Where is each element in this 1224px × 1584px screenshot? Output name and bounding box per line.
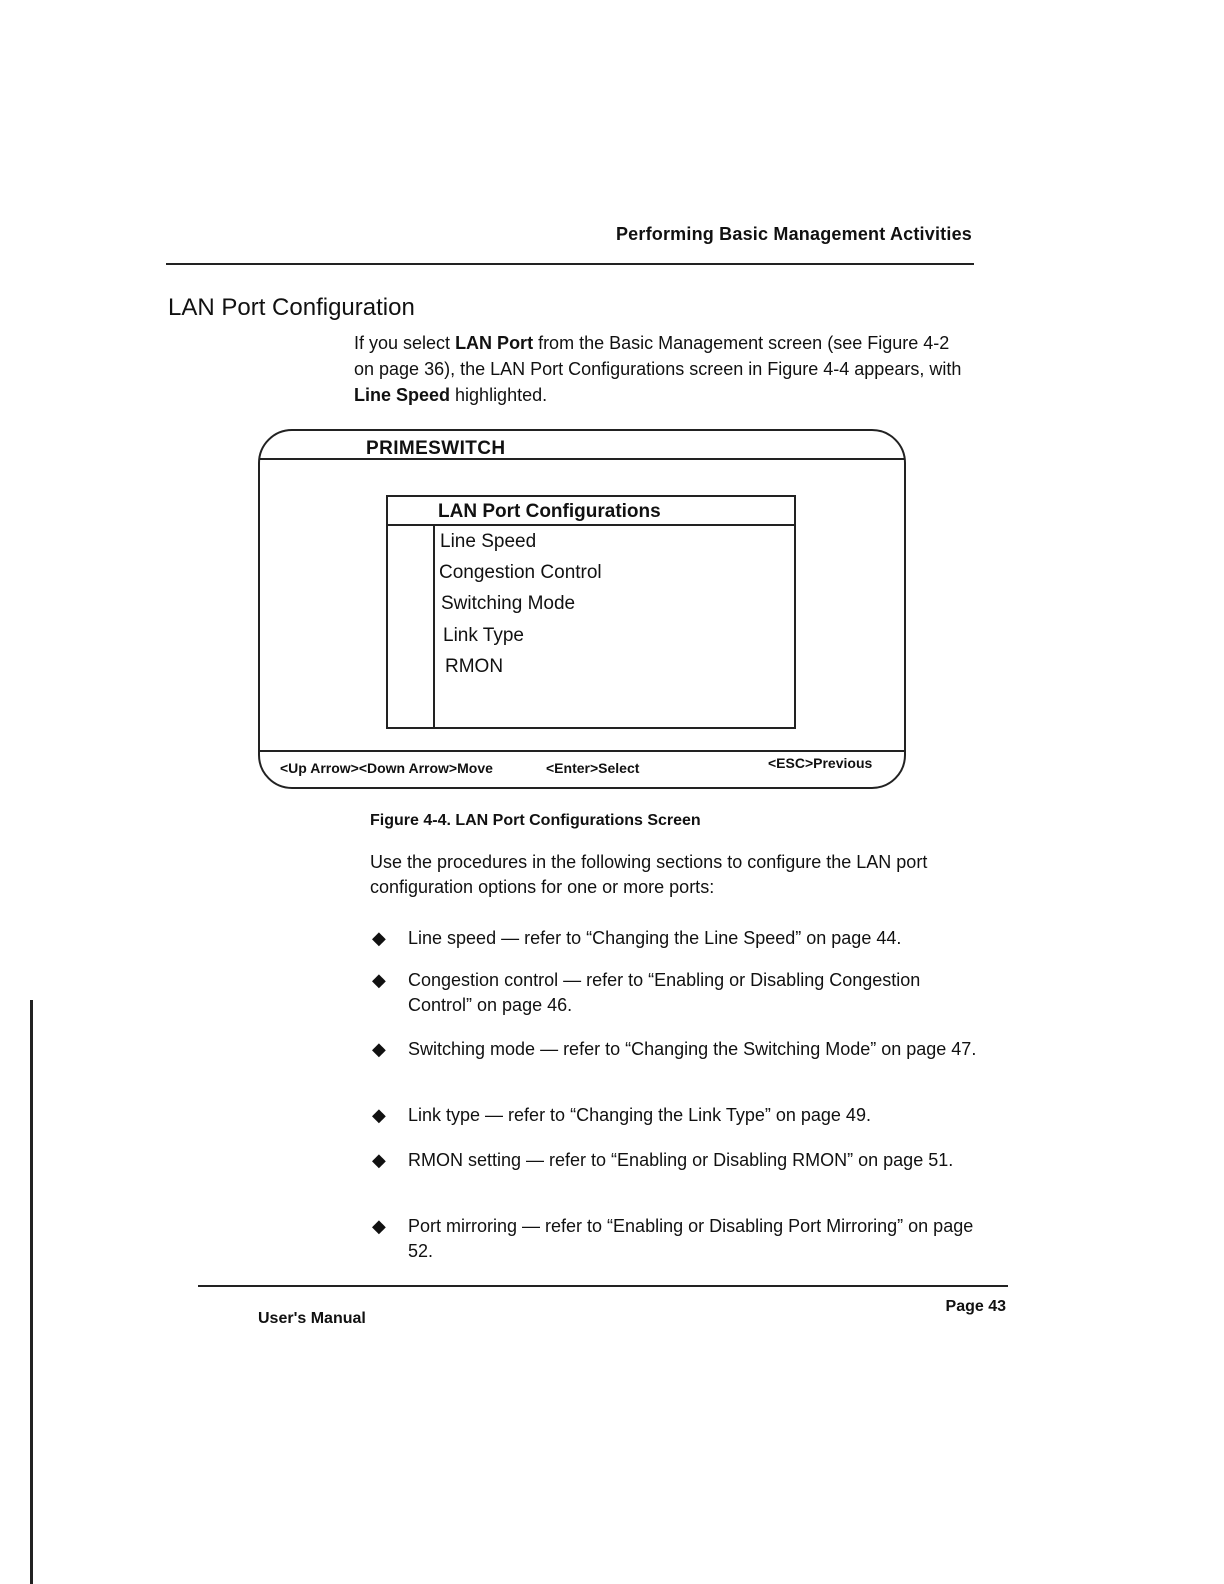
intro-text-3: highlighted. (450, 385, 548, 405)
footer-rule (198, 1285, 1008, 1287)
status-bar-divider (260, 750, 904, 752)
intro-text-1: If you select (354, 333, 456, 353)
menu-item-link-type[interactable]: Link Type (443, 625, 524, 646)
status-select-hint: <Enter>Select (546, 760, 640, 776)
footer-page-number: Page 43 (945, 1298, 1006, 1315)
menu-title: LAN Port Configurations (438, 501, 661, 522)
diamond-bullet-icon: ◆ (372, 928, 386, 948)
diamond-bullet-icon: ◆ (372, 1039, 386, 1059)
menu-selection-column (433, 526, 435, 728)
list-item-text: Line speed — refer to “Changing the Line Speed” on page 44. (408, 928, 902, 948)
list-item-text: Congestion control — refer to “Enabling or Disabling Congestion Control” on page 46. (408, 970, 921, 1015)
intro-bold-line-speed: Line Speed (354, 385, 451, 405)
status-previous-hint: <ESC>Previous (768, 755, 873, 771)
screen-app-title: PRIMESWITCH (366, 438, 506, 459)
scan-margin-mark (30, 1000, 33, 1584)
list-item-text: RMON setting — refer to “Enabling or Disabling RMON” on page 51. (408, 1150, 954, 1170)
intro-text-2: from the Basic Management screen (see Figure 4-2 on page 36), the LAN Port Configurations screen in Figure 4-4 appears, with (354, 333, 962, 379)
body-paragraph: Use the procedures in the following sections to configure the LAN port configuration options for one or more ports: (370, 852, 928, 897)
diamond-bullet-icon: ◆ (372, 1216, 386, 1236)
footer-manual-label: User's Manual (258, 1310, 366, 1327)
diamond-bullet-icon: ◆ (372, 970, 386, 990)
running-header: Performing Basic Management Activities (615, 224, 972, 244)
diamond-bullet-icon: ◆ (372, 1150, 386, 1170)
list-item-text: Port mirroring — refer to “Enabling or Disabling Port Mirroring” on page 52. (408, 1216, 974, 1261)
menu-header-divider (388, 524, 794, 526)
menu-item-congestion-control[interactable]: Congestion Control (439, 562, 602, 583)
menu-item-line-speed[interactable]: Line Speed (440, 531, 537, 552)
menu-item-rmon[interactable]: RMON (445, 656, 504, 677)
list-item-text: Switching mode — refer to “Changing the Switching Mode” on page 47. (408, 1039, 977, 1059)
screen-title-divider (260, 458, 904, 460)
list-item-text: Link type — refer to “Changing the Link Type” on page 49. (408, 1105, 871, 1125)
status-move-hint: <Up Arrow><Down Arrow>Move (280, 760, 493, 776)
diamond-bullet-icon: ◆ (372, 1105, 386, 1125)
intro-paragraph (354, 330, 974, 408)
section-title: LAN Port Configuration (168, 294, 415, 321)
intro-bold-lan-port: LAN Port (455, 333, 534, 353)
header-rule (166, 263, 974, 265)
figure-caption: Figure 4-4. LAN Port Configurations Screen (370, 812, 701, 829)
menu-item-switching-mode[interactable]: Switching Mode (441, 593, 576, 614)
